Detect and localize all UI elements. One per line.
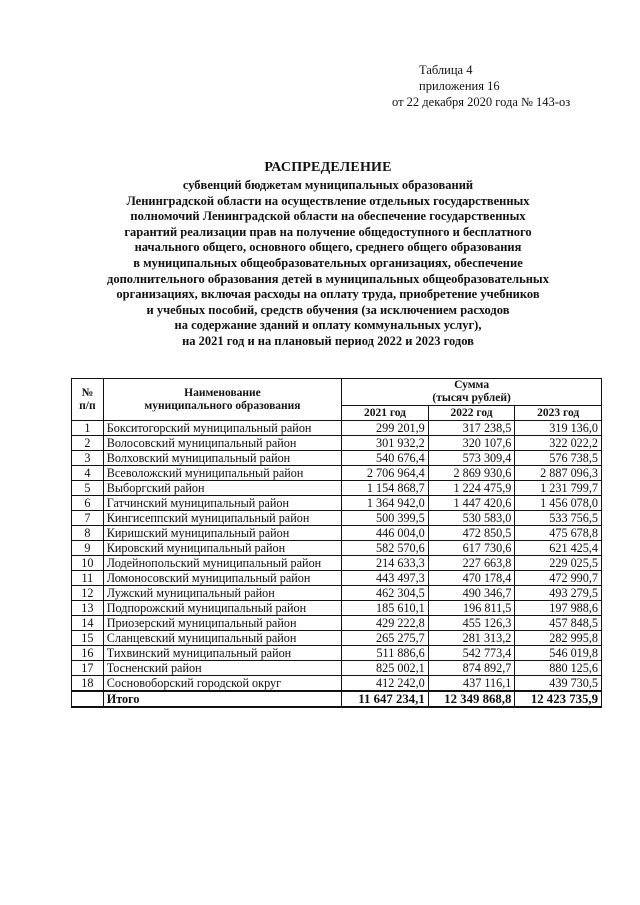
- table-row: [72, 556, 602, 571]
- row-number: 16: [72, 646, 104, 661]
- title-line: на содержание зданий и оплату коммунальных услуг),: [174, 318, 482, 333]
- amount-2021: 1 154 868,7: [342, 481, 429, 496]
- appendix-reference: приложения 16: [419, 79, 500, 93]
- row-number: 15: [72, 631, 104, 646]
- table-row: [72, 421, 602, 436]
- table-row: [72, 496, 602, 511]
- amount-2022: 530 583,0: [428, 511, 515, 526]
- municipality-name: Кировский муниципальный район: [103, 541, 341, 556]
- municipality-name: Сланцевский муниципальный район: [103, 631, 341, 646]
- row-number: 10: [72, 556, 104, 571]
- title-line: дополнительного образования детей в муниципальных общеобразовательных: [107, 271, 549, 286]
- amount-2022: 320 107,6: [428, 436, 515, 451]
- amount-2021: 301 932,2: [342, 436, 429, 451]
- municipality-name: Лодейнопольский муниципальный район: [103, 556, 341, 571]
- amount-2023: 576 738,5: [515, 451, 602, 466]
- municipality-name: Всеволожский муниципальный район: [103, 466, 341, 481]
- total-row: [72, 691, 602, 707]
- row-number: 13: [72, 601, 104, 616]
- title-line: на 2021 год и на плановый период 2022 и 2023 годов: [182, 333, 474, 348]
- amount-2022: 317 238,5: [428, 421, 515, 436]
- column-header-2022: 2022 год: [428, 406, 515, 421]
- table-row: [72, 436, 602, 451]
- amount-2021: 511 886,6: [342, 646, 429, 661]
- row-number: 9: [72, 541, 104, 556]
- amount-2022: 542 773,4: [428, 646, 515, 661]
- amount-2023: 1 231 799,7: [515, 481, 602, 496]
- total-number-cell: [72, 691, 104, 707]
- amount-2022: 455 126,3: [428, 616, 515, 631]
- row-number: 7: [72, 511, 104, 526]
- table-row: [72, 586, 602, 601]
- row-number: 17: [72, 661, 104, 676]
- table-row: [72, 481, 602, 496]
- amount-2023: 621 425,4: [515, 541, 602, 556]
- amount-2022: 1 447 420,6: [428, 496, 515, 511]
- table-row: [72, 676, 602, 692]
- amount-2023: 319 136,0: [515, 421, 602, 436]
- table-row: [72, 616, 602, 631]
- column-header-municipality-line1: Наименование: [184, 386, 261, 399]
- amount-2022: 227 663,8: [428, 556, 515, 571]
- amount-2023: 439 730,5: [515, 676, 602, 692]
- municipality-name: Тосненский район: [103, 661, 341, 676]
- row-number: 6: [72, 496, 104, 511]
- row-number: 12: [72, 586, 104, 601]
- municipality-name: Приозерский муниципальный район: [103, 616, 341, 631]
- column-header-number-line1: №: [81, 386, 94, 399]
- amount-2021: 540 676,4: [342, 451, 429, 466]
- amount-2023: 2 887 096,3: [515, 466, 602, 481]
- table-row: [72, 646, 602, 661]
- amount-2023: 475 678,8: [515, 526, 602, 541]
- amount-2021: 214 633,3: [342, 556, 429, 571]
- title-line: организациях, включая расходы на оплату труда, приобретение учебников: [116, 287, 540, 302]
- amount-2023: 322 022,2: [515, 436, 602, 451]
- total-label: Итого: [103, 691, 341, 707]
- amount-2022: 196 811,5: [428, 601, 515, 616]
- title-line: Ленинградской области на осуществление отдельных государственных: [126, 193, 530, 208]
- amount-2022: 1 224 475,9: [428, 481, 515, 496]
- amount-2022: 2 869 930,6: [428, 466, 515, 481]
- amount-2022: 472 850,5: [428, 526, 515, 541]
- title-line: гарантий реализации прав на получение общедоступного и бесплатного: [124, 224, 532, 239]
- table-row: [72, 631, 602, 646]
- amount-2022: 617 730,6: [428, 541, 515, 556]
- amount-2021: 443 497,3: [342, 571, 429, 586]
- column-header-municipality: [103, 379, 341, 421]
- row-number: 18: [72, 676, 104, 692]
- amount-2023: 880 125,6: [515, 661, 602, 676]
- amount-2022: 437 116,1: [428, 676, 515, 692]
- row-number: 11: [72, 571, 104, 586]
- amount-2021: 2 706 964,4: [342, 466, 429, 481]
- title-line: субвенций бюджетам муниципальных образований: [182, 178, 474, 192]
- column-header-number: [72, 379, 104, 421]
- row-number: 4: [72, 466, 104, 481]
- amount-2021: 582 570,6: [342, 541, 429, 556]
- amount-2023: 493 279,5: [515, 586, 602, 601]
- amount-2021: 446 004,0: [342, 526, 429, 541]
- title-heading: РАСПРЕДЕЛЕНИЕ: [264, 160, 392, 175]
- municipality-name: Лужский муниципальный район: [103, 586, 341, 601]
- amount-2023: 197 988,6: [515, 601, 602, 616]
- amount-2023: 229 025,5: [515, 556, 602, 571]
- amount-2021: 429 222,8: [342, 616, 429, 631]
- amount-2022: 874 892,7: [428, 661, 515, 676]
- amount-2021: 185 610,1: [342, 601, 429, 616]
- amount-2023: 546 019,8: [515, 646, 602, 661]
- row-number: 3: [72, 451, 104, 466]
- amount-2023: 1 456 078,0: [515, 496, 602, 511]
- municipality-name: Волховский муниципальный район: [103, 451, 341, 466]
- table-row: [72, 526, 602, 541]
- amount-2021: 412 242,0: [342, 676, 429, 692]
- table-row: [72, 661, 602, 676]
- municipality-name: Киришский муниципальный район: [103, 526, 341, 541]
- amount-2023: 472 990,7: [515, 571, 602, 586]
- document-title: [60, 160, 596, 350]
- amount-2022: 281 313,2: [428, 631, 515, 646]
- municipality-name: Ломоносовский муниципальный район: [103, 571, 341, 586]
- table-number: Таблица 4: [419, 63, 473, 77]
- amount-2021: 265 275,7: [342, 631, 429, 646]
- table-row: [72, 541, 602, 556]
- table-row: [72, 601, 602, 616]
- municipality-name: Гатчинский муниципальный район: [103, 496, 341, 511]
- title-subtitle: [60, 178, 596, 350]
- amount-2021: 825 002,1: [342, 661, 429, 676]
- column-header-number-line2: п/п: [79, 399, 96, 412]
- row-number: 1: [72, 421, 104, 436]
- amount-2021: 500 399,5: [342, 511, 429, 526]
- amount-2023: 533 756,5: [515, 511, 602, 526]
- row-number: 5: [72, 481, 104, 496]
- table-row: [72, 571, 602, 586]
- table-body: [72, 421, 602, 708]
- municipality-name: Выборгский район: [103, 481, 341, 496]
- municipality-name: Бокситогорский муниципальный район: [103, 421, 341, 436]
- municipality-name: Волосовский муниципальный район: [103, 436, 341, 451]
- column-header-sum-line1: Сумма: [454, 379, 490, 391]
- row-number: 14: [72, 616, 104, 631]
- amount-2023: 457 848,5: [515, 616, 602, 631]
- row-number: 2: [72, 436, 104, 451]
- amount-2022: 573 309,4: [428, 451, 515, 466]
- title-line: и учебных пособий, средств обучения (за исключением расходов: [146, 302, 510, 317]
- municipality-name: Подпорожский муниципальный район: [103, 601, 341, 616]
- table-row: [72, 466, 602, 481]
- column-header-2023: 2023 год: [515, 406, 602, 421]
- column-header-municipality-line2: муниципального образования: [144, 399, 301, 412]
- title-line: начального общего, основного общего, среднего общего образования: [134, 240, 522, 255]
- table-row: [72, 511, 602, 526]
- amount-2021: 1 364 942,0: [342, 496, 429, 511]
- total-2023: 12 423 735,9: [515, 691, 602, 707]
- column-header-sum-line2: (тысяч рублей): [432, 392, 511, 404]
- table-row: [72, 451, 602, 466]
- total-2021: 11 647 234,1: [342, 691, 429, 707]
- municipality-name: Тихвинский муниципальный район: [103, 646, 341, 661]
- amount-2023: 282 995,8: [515, 631, 602, 646]
- title-line: в муниципальных общеобразовательных организациях, обеспечение: [133, 255, 523, 270]
- amount-2021: 299 201,9: [342, 421, 429, 436]
- subvention-distribution-table: [71, 378, 602, 708]
- appendix-note: [392, 62, 570, 110]
- amount-2022: 490 346,7: [428, 586, 515, 601]
- total-2022: 12 349 868,8: [428, 691, 515, 707]
- amount-2022: 470 178,4: [428, 571, 515, 586]
- law-reference: от 22 декабря 2020 года № 143-оз: [392, 95, 571, 109]
- amount-2021: 462 304,5: [342, 586, 429, 601]
- column-header-sum: [342, 379, 602, 406]
- row-number: 8: [72, 526, 104, 541]
- title-line: полномочий Ленинградской области на обеспечение государственных: [130, 209, 526, 224]
- column-header-2021: 2021 год: [342, 406, 429, 421]
- municipality-name: Сосновоборский городской округ: [103, 676, 341, 692]
- municipality-name: Кингисеппский муниципальный район: [103, 511, 341, 526]
